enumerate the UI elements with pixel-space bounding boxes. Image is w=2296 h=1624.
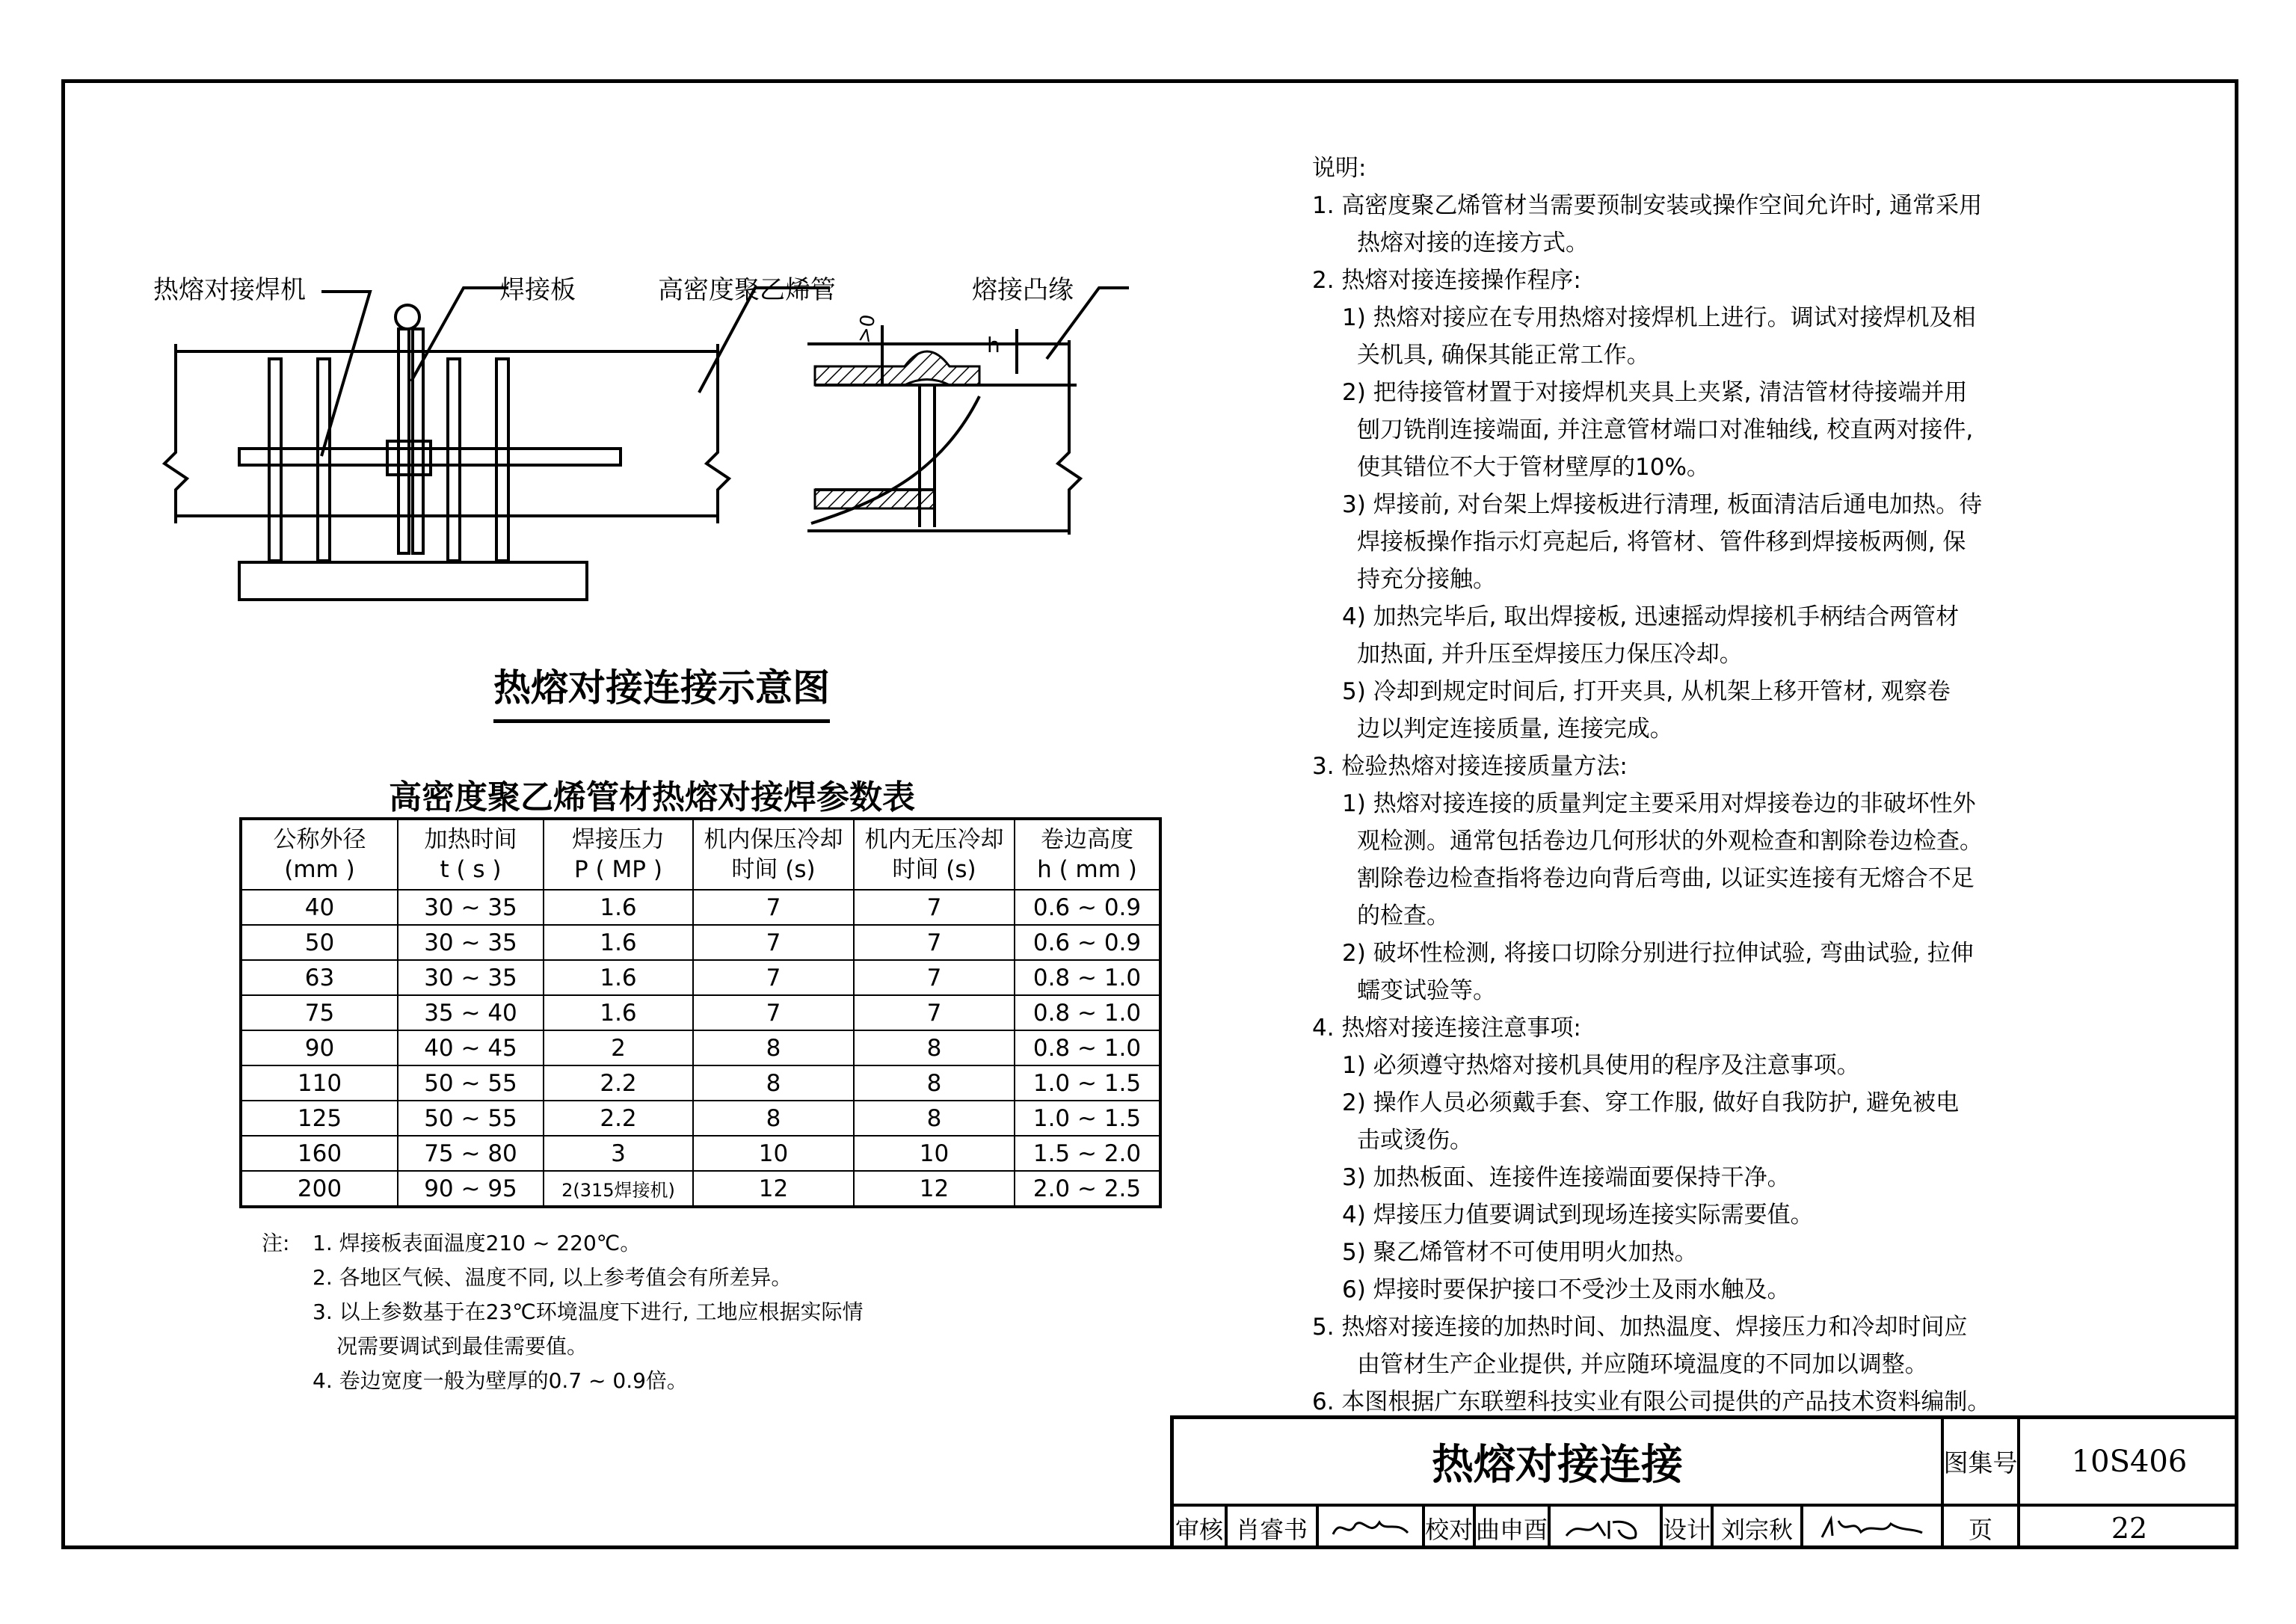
description-line: 击或烫伤。 xyxy=(1357,1127,1473,1154)
table-cell: 7 xyxy=(693,960,854,995)
description-line: 4) 焊接压力值要调试到现场连接实际需要值。 xyxy=(1342,1202,1814,1228)
table-cell: 200 xyxy=(241,1171,398,1207)
table-cell: 40 xyxy=(241,890,398,925)
reviewer-name: 肖睿书 xyxy=(1235,1515,1308,1544)
table-cell: 2.2 xyxy=(544,1101,693,1136)
description-line: 焊接板操作指示灯亮起后, 将管材、管件移到焊接板两侧, 保 xyxy=(1357,529,1966,556)
table-cell: 7 xyxy=(854,890,1015,925)
description-line: 加热面, 并升压至焊接压力保压冷却。 xyxy=(1357,641,1743,668)
header-free-cool: 机内无压冷却 时间 (s) xyxy=(854,819,1015,890)
description-heading: 说明: xyxy=(1312,155,1367,182)
label-plate: 焊接板 xyxy=(499,275,576,305)
table-cell: 7 xyxy=(693,925,854,960)
description-line: 3) 焊接前, 对台架上焊接板进行清理, 板面清洁后通电加热。待 xyxy=(1342,491,1983,518)
table-cell: 2 xyxy=(544,1030,693,1065)
description-line: 蠕变试验等。 xyxy=(1357,977,1496,1004)
header-diameter: 公称外径 (mm ) xyxy=(241,819,398,890)
review-label: 审核 xyxy=(1175,1515,1223,1544)
table-cell: 160 xyxy=(241,1136,398,1171)
table-title: 高密度聚乙烯管材热熔对接焊参数表 xyxy=(389,778,915,816)
description-line: 2) 操作人员必须戴手套、穿工作服, 做好自我防护, 避免被电 xyxy=(1342,1089,1960,1116)
designer-signature xyxy=(1803,1507,1941,1549)
description-line: 热熔对接的连接方式。 xyxy=(1357,230,1589,256)
reviewer-signature xyxy=(1319,1507,1422,1549)
description-line: 使其错位不大于管材壁厚的10%。 xyxy=(1357,454,1710,481)
description-line: 1) 必须遵守热熔对接机具使用的程序及注意事项。 xyxy=(1342,1052,1860,1079)
header-pressure: 焊接压力 P ( MP ) xyxy=(544,819,693,890)
table-cell: 1.6 xyxy=(544,995,693,1030)
description-line: 的检查。 xyxy=(1357,902,1450,929)
checker-signature xyxy=(1551,1507,1660,1549)
table-cell: 12 xyxy=(693,1171,854,1207)
table-cell: 1.5 ~ 2.0 xyxy=(1015,1136,1160,1171)
table-cell: 75 ~ 80 xyxy=(398,1136,544,1171)
atlas-label: 图集号 xyxy=(1943,1448,2018,1477)
drawing-title: 热熔对接连接 xyxy=(1432,1440,1683,1489)
table-cell: 12 xyxy=(854,1171,1015,1207)
table-cell: 8 xyxy=(854,1065,1015,1101)
checker-name: 曲申酉 xyxy=(1476,1515,1548,1544)
table-cell: 1.0 ~ 1.5 xyxy=(1015,1065,1160,1101)
table-cell: 90 ~ 95 xyxy=(398,1171,544,1207)
table-cell: 30 ~ 35 xyxy=(398,890,544,925)
table-cell: 2.0 ~ 2.5 xyxy=(1015,1171,1160,1207)
description-line: 3) 加热板面、连接件连接端面要保持干净。 xyxy=(1342,1164,1791,1191)
description-line: 4) 加热完毕后, 取出焊接板, 迅速摇动焊接机手柄结合两管材 xyxy=(1342,603,1960,630)
table-cell: 0.8 ~ 1.0 xyxy=(1015,995,1160,1030)
label-pipe: 高密度聚乙烯管 xyxy=(658,275,836,305)
label-machine: 热熔对接焊机 xyxy=(153,275,306,305)
description-line: 3. 检验热熔对接连接质量方法: xyxy=(1312,753,1628,780)
table-cell: 0.6 ~ 0.9 xyxy=(1015,925,1160,960)
designer-name: 刘宗秋 xyxy=(1720,1515,1793,1544)
description-line: 1) 热熔对接应在专用热熔对接焊机上进行。调试对接焊机及相 xyxy=(1342,304,1976,331)
description-line: 5) 冷却到规定时间后, 打开夹具, 从机架上移开管材, 观察卷 xyxy=(1342,678,1951,705)
page-number: 22 xyxy=(2111,1511,2148,1545)
table-cell: 0.8 ~ 1.0 xyxy=(1015,1030,1160,1065)
check-label: 校对 xyxy=(1425,1515,1474,1544)
table-cell: 35 ~ 40 xyxy=(398,995,544,1030)
description-line: 4. 热熔对接连接注意事项: xyxy=(1312,1015,1581,1042)
description-line: 2) 把待接管材置于对接焊机夹具上夹紧, 清洁管材待接端并用 xyxy=(1342,379,1968,406)
header-heat-time: 加热时间 t ( s ) xyxy=(398,819,544,890)
table-cell: 7 xyxy=(854,995,1015,1030)
description-line: 2) 破坏性检测, 将接口切除分别进行拉伸试验, 弯曲试验, 拉伸 xyxy=(1342,940,1974,967)
table-cell: 63 xyxy=(241,960,398,995)
table-row xyxy=(241,925,1160,960)
table-cell: 50 ~ 55 xyxy=(398,1101,544,1136)
table-cell: 10 xyxy=(693,1136,854,1171)
table-cell: 7 xyxy=(854,925,1015,960)
table-cell: 7 xyxy=(693,995,854,1030)
table-cell: 2(315焊接机) xyxy=(544,1171,693,1207)
table-cell: 8 xyxy=(693,1101,854,1136)
description-line: 关机具, 确保其能正常工作。 xyxy=(1357,342,1650,369)
table-row xyxy=(241,1065,1160,1101)
table-cell: 7 xyxy=(693,890,854,925)
table-cell: 125 xyxy=(241,1101,398,1136)
table-row xyxy=(241,1101,1160,1136)
header-bead-height: 卷边高度 h ( mm ) xyxy=(1015,819,1160,890)
table-row xyxy=(241,1030,1160,1065)
description-line: 2. 热熔对接连接操作程序: xyxy=(1312,267,1581,294)
table-row xyxy=(241,1171,1160,1207)
table-cell: 1.6 xyxy=(544,960,693,995)
label-h: h xyxy=(987,333,1000,357)
table-cell: 50 xyxy=(241,925,398,960)
description-line: 1. 高密度聚乙烯管材当需要预制安装或操作空间允许时, 通常采用 xyxy=(1312,192,1983,219)
description-line: 5. 热熔对接连接的加热时间、加热温度、焊接压力和冷却时间应 xyxy=(1312,1314,1968,1341)
table-cell: 8 xyxy=(854,1101,1015,1136)
description-line: 1) 热熔对接连接的质量判定主要采用对焊接卷边的非破坏性外 xyxy=(1342,790,1976,817)
table-cell: 110 xyxy=(241,1065,398,1101)
description-line: 刨刀铣削连接端面, 并注意管材端口对准轴线, 校直两对接件, xyxy=(1357,416,1974,443)
description-line: 5) 聚乙烯管材不可使用明火加热。 xyxy=(1342,1239,1698,1266)
table-row xyxy=(241,1136,1160,1171)
note-1: 1. 焊接板表面温度210 ~ 220℃。 xyxy=(313,1231,641,1255)
table-cell: 0.6 ~ 0.9 xyxy=(1015,890,1160,925)
table-cell: 8 xyxy=(693,1030,854,1065)
table-cell: 10 xyxy=(854,1136,1015,1171)
description-line: 6. 本图根据广东联塑科技实业有限公司提供的产品技术资料编制。 xyxy=(1312,1388,1991,1415)
table-cell: 1.0 ~ 1.5 xyxy=(1015,1101,1160,1136)
table-cell: 50 ~ 55 xyxy=(398,1065,544,1101)
table-cell: 0.8 ~ 1.0 xyxy=(1015,960,1160,995)
description xyxy=(1312,150,2127,1421)
note-2: 2. 各地区气候、温度不同, 以上参考值会有所差异。 xyxy=(313,1265,792,1290)
notes-prefix: 注: xyxy=(262,1231,290,1255)
description-line: 观检测。通常包括卷边几何形状的外观检查和割除卷边检查。 xyxy=(1357,828,1983,855)
table-row xyxy=(241,995,1160,1030)
label-flange: 熔接凸缘 xyxy=(972,275,1074,305)
butt-fusion-diagram xyxy=(142,254,1144,613)
note-3-cont: 况需要调试到最佳需要值。 xyxy=(336,1334,588,1359)
note-3: 3. 以上参数基于在23℃环境温度下进行, 工地应根据实际情 xyxy=(313,1299,864,1324)
table-row xyxy=(241,890,1160,925)
table-cell: 1.6 xyxy=(544,925,693,960)
description-line: 割除卷边检查指将卷边向背后弯曲, 以证实连接有无熔合不足 xyxy=(1357,865,1975,892)
table-cell: 90 xyxy=(241,1030,398,1065)
note-4: 4. 卷边宽度一般为壁厚的0.7 ~ 0.9倍。 xyxy=(313,1368,688,1393)
description-line: 持充分接触。 xyxy=(1357,566,1496,593)
table-cell: 8 xyxy=(854,1030,1015,1065)
table-header-row xyxy=(241,819,1160,890)
description-line: 边以判定连接质量, 连接完成。 xyxy=(1357,716,1673,742)
table-cell: 8 xyxy=(693,1065,854,1101)
table-cell: 75 xyxy=(241,995,398,1030)
table-notes xyxy=(262,1226,864,1398)
table-cell: 40 ~ 45 xyxy=(398,1030,544,1065)
parameter-table xyxy=(239,817,1162,1208)
table-cell: 30 ~ 35 xyxy=(398,960,544,995)
table-cell: 1.6 xyxy=(544,890,693,925)
table-cell: 7 xyxy=(854,960,1015,995)
atlas-number: 10S406 xyxy=(2071,1444,2188,1479)
table-cell: 2.2 xyxy=(544,1065,693,1101)
description-line: 6) 焊接时要保护接口不受沙土及雨水触及。 xyxy=(1342,1276,1791,1303)
design-label: 设计 xyxy=(1663,1515,1711,1544)
description-line: 由管材生产企业提供, 并应随环境温度的不同加以调整。 xyxy=(1357,1351,1928,1378)
label-angle: >0 xyxy=(853,313,881,345)
page-label: 页 xyxy=(1968,1515,1992,1544)
diagram-title: 热熔对接连接示意图 xyxy=(493,658,830,723)
table-cell: 3 xyxy=(544,1136,693,1171)
title-block xyxy=(1170,1415,2238,1549)
table-row xyxy=(241,960,1160,995)
header-hold-cool: 机内保压冷却 时间 (s) xyxy=(693,819,854,890)
table-cell: 30 ~ 35 xyxy=(398,925,544,960)
